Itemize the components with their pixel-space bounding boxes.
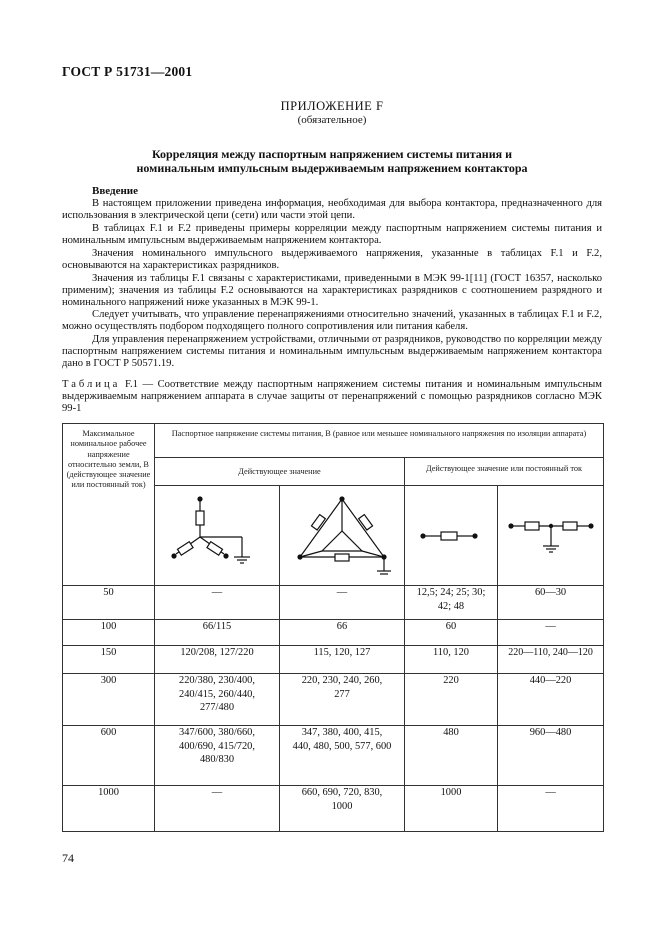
cell-ac-delta: 220, 230, 240, 260, 277 xyxy=(280,674,405,726)
cell-ac-delta: 66 xyxy=(280,620,405,646)
table-row xyxy=(63,620,604,646)
table-caption-text: F.1 — Соответствие между паспортным напряжением системы питания и номинальным импульсным выдерживаемым напряжением аппарата в случае защиты от перенапряжений с помощью разрядников согласно МЭК 99-1 xyxy=(62,379,602,415)
intro-paragraph: Значения из таблицы F.1 связаны с характеристиками, приведенными в МЭК 99-1[11] (ГОСТ 16357, насколько применим); значения из таблицы F.2 основываются на характеристиках разрядников с соотношением разрядного и номинального напряжений ниже указанных в МЭК 99-1. xyxy=(62,273,602,309)
cell-ac-star: 66/115 xyxy=(155,620,280,646)
intro-paragraph: В таблицах F.1 и F.2 приведены примеры корреляции между паспортным напряжением системы питания и номинальным импульсным выдерживаемым напряжением контактора. xyxy=(62,223,602,247)
single-phase-icon xyxy=(411,516,491,556)
intro-heading: Введение xyxy=(92,185,139,197)
appendix-title: ПРИЛОЖЕНИЕ F xyxy=(280,99,384,113)
col-header-max-voltage: Максимальное номинальное рабочее напряжение относительно земли, В (действующее значение или постоянный ток) xyxy=(63,424,155,586)
table-row xyxy=(63,786,604,832)
col-header-supply-voltage: Паспортное напряжение системы питания, В (равное или меньшее номинального напряжения по изоляции аппарата) xyxy=(155,424,604,458)
cell-max: 300 xyxy=(63,674,155,726)
cell-single: 12,5; 24; 25; 30; 42; 48 xyxy=(405,586,498,620)
cell-ac-delta: 115, 120, 127 xyxy=(280,646,405,674)
table-f1 xyxy=(62,423,604,832)
cell-ac-delta: 347, 380, 400, 415, 440, 480, 500, 577, 600 xyxy=(280,726,405,786)
cell-single: 220 xyxy=(405,674,498,726)
table-caption xyxy=(62,379,602,416)
delta-three-phase-icon xyxy=(282,491,402,581)
cell-single: 1000 xyxy=(405,786,498,832)
diagram-cell-star xyxy=(155,486,280,586)
sub-header-ac-dc: Действующее значение или постоянный ток xyxy=(405,458,604,486)
cell-single: 60 xyxy=(405,620,498,646)
document-code: ГОСТ Р 51731—2001 xyxy=(62,64,193,79)
cell-double: 440—220 xyxy=(498,674,604,726)
table-caption-label: Таблица xyxy=(62,379,121,390)
appendix-heading: Корреляция между паспортным напряжением системы питания и номинальным импульсным выдерживаемым напряжением контактора xyxy=(136,147,528,175)
star-three-phase-icon xyxy=(162,491,272,581)
cell-ac-delta: 660, 690, 720, 830, 1000 xyxy=(280,786,405,832)
cell-double: — xyxy=(498,786,604,832)
cell-ac-delta: — xyxy=(280,586,405,620)
double-phase-grounded-icon xyxy=(503,506,599,566)
intro-paragraph: Для управления перенапряжением устройствами, отличными от разрядников, руководство по корреляции между паспортным напряжением системы питания и номинальным импульсным выдерживаемым напряжением контактора дано в ГОСТ Р 50571.19. xyxy=(62,334,602,370)
cell-max: 1000 xyxy=(63,786,155,832)
cell-max: 150 xyxy=(63,646,155,674)
sub-header-ac: Действующее значение xyxy=(155,458,405,486)
page-number: 74 xyxy=(62,851,74,865)
table-row xyxy=(63,674,604,726)
cell-double: 960—480 xyxy=(498,726,604,786)
cell-max: 600 xyxy=(63,726,155,786)
table-row xyxy=(63,726,604,786)
cell-ac-star: — xyxy=(155,586,280,620)
cell-double: 60—30 xyxy=(498,586,604,620)
diagram-cell-double xyxy=(498,486,604,586)
cell-double: 220—110, 240—120 xyxy=(498,646,604,674)
cell-ac-star: 347/600, 380/660, 400/690, 415/720, 480/830 xyxy=(155,726,280,786)
intro-paragraph: Значения номинального импульсного выдерживаемого напряжения, указанные в таблицах F.1 и F.2, основываются на характеристиках разрядников. xyxy=(62,248,602,272)
cell-max: 50 xyxy=(63,586,155,620)
cell-single: 110, 120 xyxy=(405,646,498,674)
cell-single: 480 xyxy=(405,726,498,786)
cell-ac-star: — xyxy=(155,786,280,832)
cell-ac-star: 120/208, 127/220 xyxy=(155,646,280,674)
cell-ac-star: 220/380, 230/400, 240/415, 260/440, 277/480 xyxy=(155,674,280,726)
cell-double: — xyxy=(498,620,604,646)
table-row xyxy=(63,586,604,620)
diagram-cell-single xyxy=(405,486,498,586)
diagram-cell-delta xyxy=(280,486,405,586)
table-row xyxy=(63,646,604,674)
appendix-status: (обязательное) xyxy=(297,114,367,126)
intro-paragraph: Следует учитывать, что управление перенапряжениями относительно значений, указанных в таблицах F.1 и F.2, можно осуществлять подбором подходящего полного сопротивления или питания кабеля. xyxy=(62,309,602,333)
intro-paragraph: В настоящем приложении приведена информация, необходимая для выбора контактора, предназначенного для использования в электрической цепи (сети) или части этой цепи. xyxy=(62,198,602,222)
cell-max: 100 xyxy=(63,620,155,646)
